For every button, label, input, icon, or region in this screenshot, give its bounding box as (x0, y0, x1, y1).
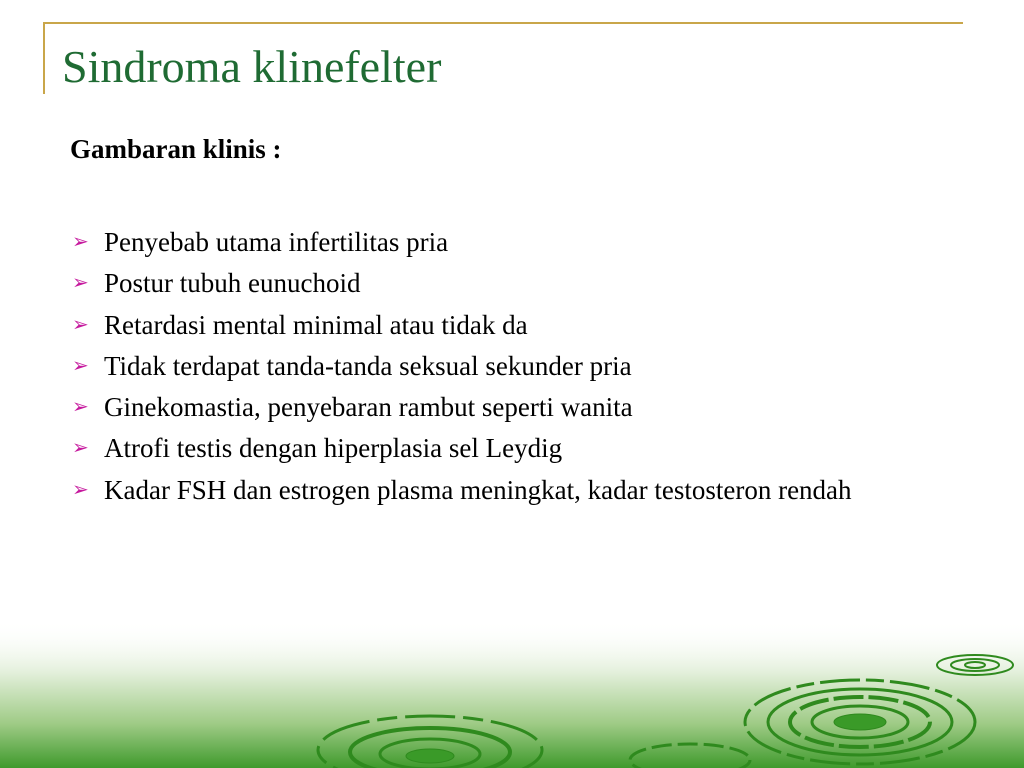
bullet-item (70, 470, 970, 511)
spacer (70, 174, 970, 222)
title-frame-left-line (43, 22, 45, 94)
arrow-right-icon: ➢ (72, 396, 89, 419)
bullet-text: Kadar FSH dan estrogen plasma meningkat, kadar testosteron rendah (104, 474, 852, 505)
arrow-right-icon: ➢ (72, 437, 89, 460)
bullet-text: Atrofi testis dengan hiperplasia sel Leydig (104, 433, 563, 464)
bullet-list (70, 222, 970, 511)
arrow-right-icon: ➢ (72, 354, 89, 377)
arrow-right-icon: ➢ (72, 272, 89, 295)
bullet-text: Retardasi mental minimal atau tidak da (104, 309, 528, 340)
slide-title: Sindroma klinefelter (62, 41, 442, 92)
arrow-right-icon: ➢ (72, 231, 89, 253)
bullet-item (70, 263, 970, 304)
bullet-text: Tidak terdapat tanda-tanda seksual sekunder pria (104, 350, 632, 381)
slide-content (70, 132, 970, 511)
bullet-item (70, 387, 970, 428)
subheading: Gambaran klinis : (70, 134, 282, 164)
arrow-right-icon: ➢ (72, 313, 89, 336)
bullet-text: Ginekomastia, penyebaran rambut seperti wanita (104, 392, 633, 423)
bullet-text: Postur tubuh eunuchoid (104, 268, 361, 299)
arrow-right-icon: ➢ (72, 478, 89, 501)
bullet-item (70, 222, 970, 263)
title-frame-top-line (43, 22, 963, 24)
bullet-text: Penyebab utama infertilitas pria (104, 227, 449, 257)
bullet-item (70, 305, 970, 346)
bullet-item (70, 428, 970, 469)
bullet-item (70, 346, 970, 387)
